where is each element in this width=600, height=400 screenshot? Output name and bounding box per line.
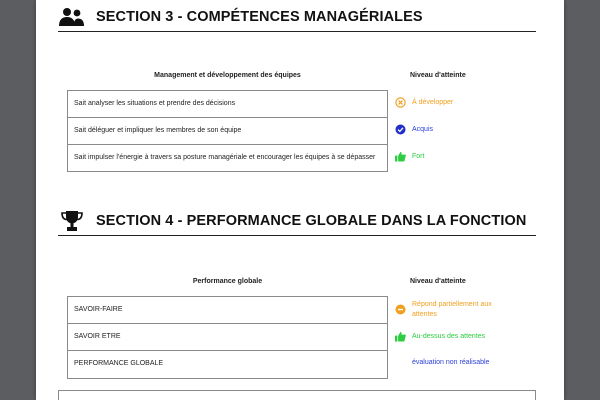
- document-page: [36, 0, 564, 400]
- table-row: [68, 145, 387, 171]
- status-non-realisable: [412, 358, 489, 368]
- trophy-icon: [58, 210, 86, 232]
- check-circle-icon: [395, 124, 406, 135]
- section4-level-header: Niveau d'atteinte: [410, 278, 466, 285]
- section3-header: [58, 2, 536, 32]
- people-icon: [58, 6, 86, 28]
- row-text: SAVOIR ETRE: [74, 332, 121, 340]
- status-label: Fort: [412, 152, 425, 160]
- status-label: évaluation non réalisable: [412, 359, 490, 366]
- status-fort: [395, 151, 424, 162]
- table-row: [68, 297, 387, 324]
- row-text: Sait impulser l'énergie à travers sa posture managériale et encourager les équipes à se dépasser: [74, 153, 376, 161]
- row-text: PERFORMANCE GLOBALE: [74, 360, 164, 368]
- status-label: Acquis: [412, 125, 434, 133]
- thumbs-up-icon: [395, 331, 406, 342]
- section4-table: [67, 296, 388, 379]
- table-row: [68, 351, 387, 378]
- section4-header: [58, 206, 536, 236]
- status-label: Répond partiellement aux attentes: [412, 301, 492, 318]
- section3-title: SECTION 3 - COMPÉTENCES MANAGÉRIALES: [96, 8, 423, 25]
- status-repond-partiellement: [395, 300, 515, 320]
- status-label: À développer: [412, 98, 454, 106]
- section4-title: SECTION 4 - PERFORMANCE GLOBALE DANS LA FONCTION: [96, 212, 527, 229]
- thumbs-up-icon: [395, 151, 406, 162]
- table-row: [68, 324, 387, 351]
- next-section-box: [58, 390, 536, 400]
- table-row: [68, 118, 387, 145]
- table-row: [68, 91, 387, 118]
- section3-table: [67, 90, 388, 172]
- section4-table-header: Performance globale: [192, 278, 263, 285]
- status-acquis: [395, 124, 433, 135]
- row-text: SAVOIR-FAIRE: [74, 305, 123, 313]
- x-circle-icon: [395, 97, 406, 108]
- row-text: Sait déléguer et impliquer les membres de son équipe: [74, 126, 242, 134]
- status-a-developper: [395, 97, 453, 108]
- minus-circle-icon: [395, 304, 406, 315]
- status-label: Au-dessus des attentes: [412, 332, 486, 340]
- section3-level-header: Niveau d'atteinte: [410, 72, 466, 79]
- section3-table-header: Management et développement des équipes: [154, 72, 301, 79]
- status-au-dessus: [395, 331, 485, 342]
- row-text: Sait analyser les situations et prendre des décisions: [74, 99, 236, 107]
